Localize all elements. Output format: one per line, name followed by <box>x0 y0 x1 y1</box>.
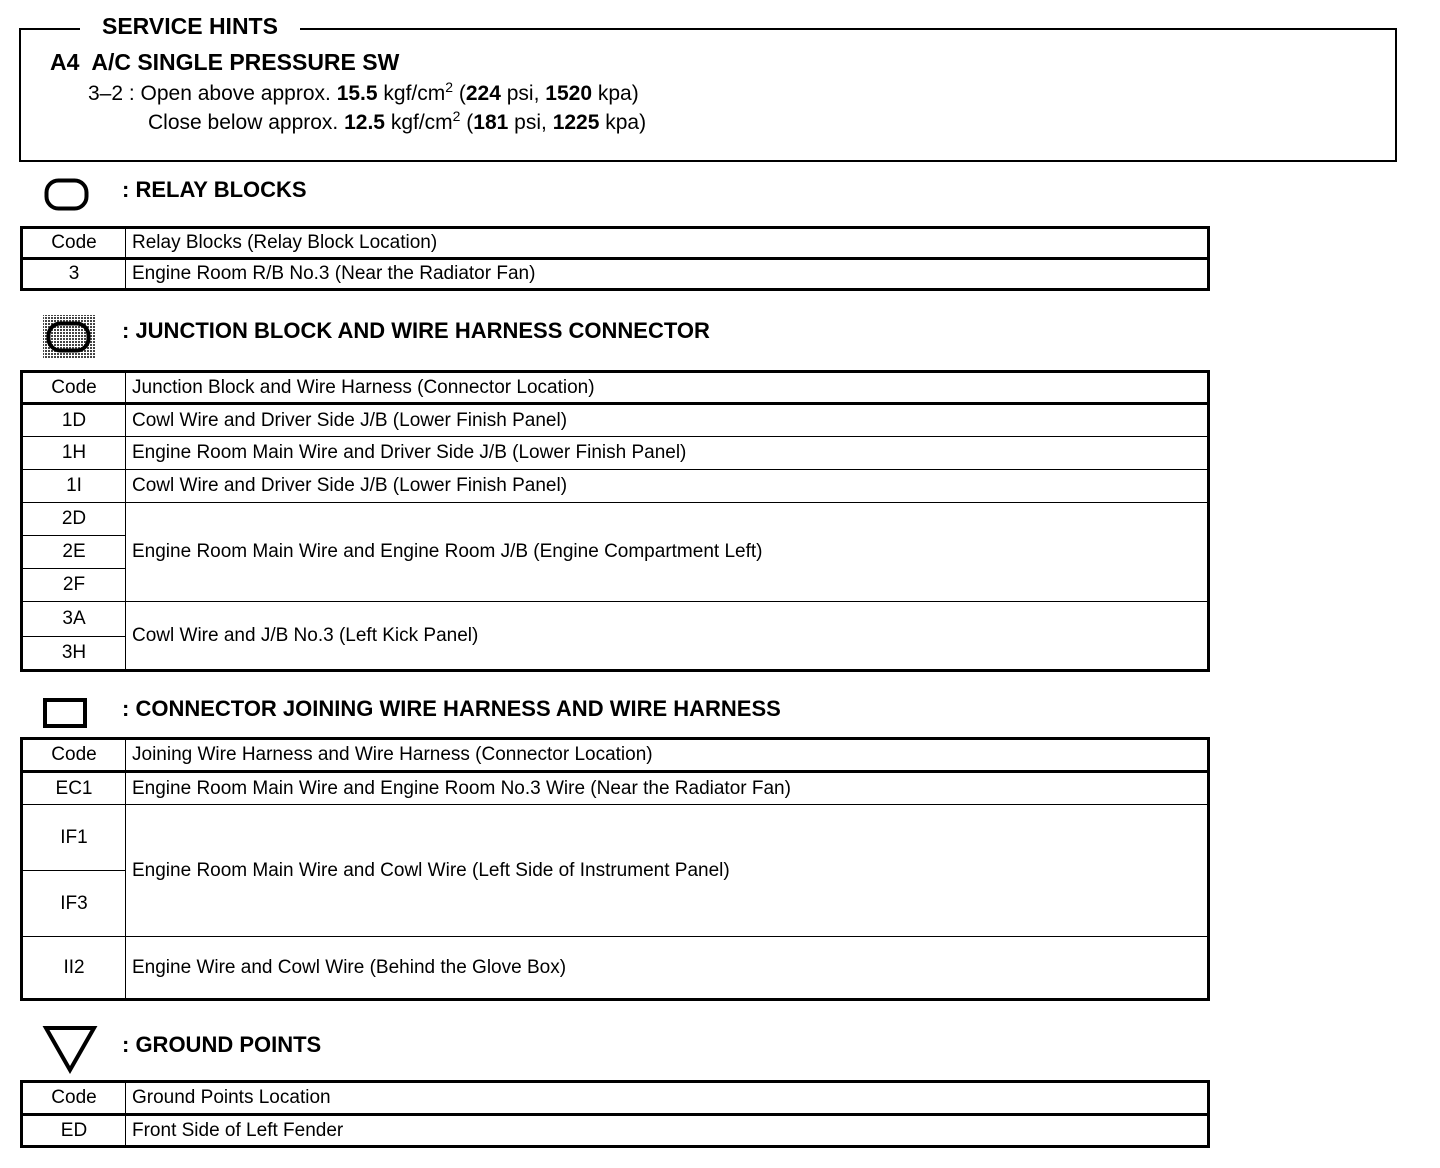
hint-line-open: 3–2 : Open above approx. 15.5 kgf/$cm^2$ (224 psi, 1520 kpa) <box>88 79 639 105</box>
row-code: 1H <box>22 437 126 470</box>
row-code: 3H <box>22 637 126 671</box>
row-code: 3 <box>22 259 126 290</box>
table-row <box>22 602 1209 637</box>
row-desc: Engine Room Main Wire and Engine Room No.3 Wire (Near the Radiator Fan) <box>126 772 1209 805</box>
table-row <box>22 772 1209 805</box>
row-code: 2F <box>22 569 126 602</box>
table-row <box>22 404 1209 437</box>
row-desc: Front Side of Left Fender <box>126 1115 1209 1147</box>
hint-heading: A4 A/C SINGLE PRESSURE SW <box>50 49 400 75</box>
table-row <box>22 805 1209 871</box>
rectangle-icon <box>42 696 90 730</box>
downward-triangle-icon <box>42 1024 98 1074</box>
junction-blocks-header: : JUNCTION BLOCK AND WIRE HARNESS CONNECTOR <box>122 318 710 343</box>
column-header-location: Ground Points Location <box>126 1082 1209 1115</box>
table-row <box>22 259 1209 290</box>
row-code: 2E <box>22 536 126 569</box>
table-header-row <box>22 228 1209 259</box>
row-code: ED <box>22 1115 126 1147</box>
row-code: IF1 <box>22 805 126 871</box>
table-header-row <box>22 1082 1209 1115</box>
hint-line-close: Close below approx. 12.5 kgf/$cm^2$ (181 psi, 1225 kpa) <box>148 108 647 134</box>
row-desc: Cowl Wire and Driver Side J/B (Lower Finish Panel) <box>126 470 1209 503</box>
column-header-code: Code <box>22 372 126 404</box>
row-code: 1D <box>22 404 126 437</box>
service-hints-title: SERVICE HINTS <box>80 11 300 41</box>
table-row <box>22 470 1209 503</box>
column-header-location: Junction Block and Wire Harness (Connector Location) <box>126 372 1209 404</box>
rounded-rectangle-icon <box>44 176 90 214</box>
table-header-row <box>22 372 1209 404</box>
junction-blocks-table <box>20 370 1210 672</box>
row-desc: Engine Room Main Wire and Engine Room J/B (Engine Compartment Left) <box>126 503 1209 602</box>
row-code: EC1 <box>22 772 126 805</box>
row-desc: Engine Room R/B No.3 (Near the Radiator Fan) <box>126 259 1209 290</box>
row-code: 3A <box>22 602 126 637</box>
table-row <box>22 437 1209 470</box>
connectors-header: : CONNECTOR JOINING WIRE HARNESS AND WIRE HARNESS <box>122 696 781 721</box>
relay-blocks-table <box>20 226 1210 291</box>
row-desc: Engine Wire and Cowl Wire (Behind the Glove Box) <box>126 937 1209 1000</box>
row-desc: Cowl Wire and J/B No.3 (Left Kick Panel) <box>126 602 1209 671</box>
row-code: IF3 <box>22 871 126 937</box>
table-header-row <box>22 739 1209 772</box>
ground-points-header: : GROUND POINTS <box>122 1032 322 1057</box>
row-desc: Engine Room Main Wire and Driver Side J/B (Lower Finish Panel) <box>126 437 1209 470</box>
row-code: 2D <box>22 503 126 536</box>
table-row <box>22 503 1209 536</box>
column-header-code: Code <box>22 228 126 259</box>
shaded-rounded-rectangle-icon <box>42 314 96 360</box>
relay-blocks-header: : RELAY BLOCKS <box>122 177 307 202</box>
row-code: 1I <box>22 470 126 503</box>
row-desc: Cowl Wire and Driver Side J/B (Lower Finish Panel) <box>126 404 1209 437</box>
table-row <box>22 937 1209 1000</box>
column-header-location: Relay Blocks (Relay Block Location) <box>126 228 1209 259</box>
row-code: II2 <box>22 937 126 1000</box>
row-desc: Engine Room Main Wire and Cowl Wire (Left Side of Instrument Panel) <box>126 805 1209 937</box>
connectors-table <box>20 737 1210 1001</box>
table-row <box>22 1115 1209 1147</box>
column-header-code: Code <box>22 1082 126 1115</box>
ground-points-table <box>20 1080 1210 1148</box>
column-header-location: Joining Wire Harness and Wire Harness (Connector Location) <box>126 739 1209 772</box>
column-header-code: Code <box>22 739 126 772</box>
